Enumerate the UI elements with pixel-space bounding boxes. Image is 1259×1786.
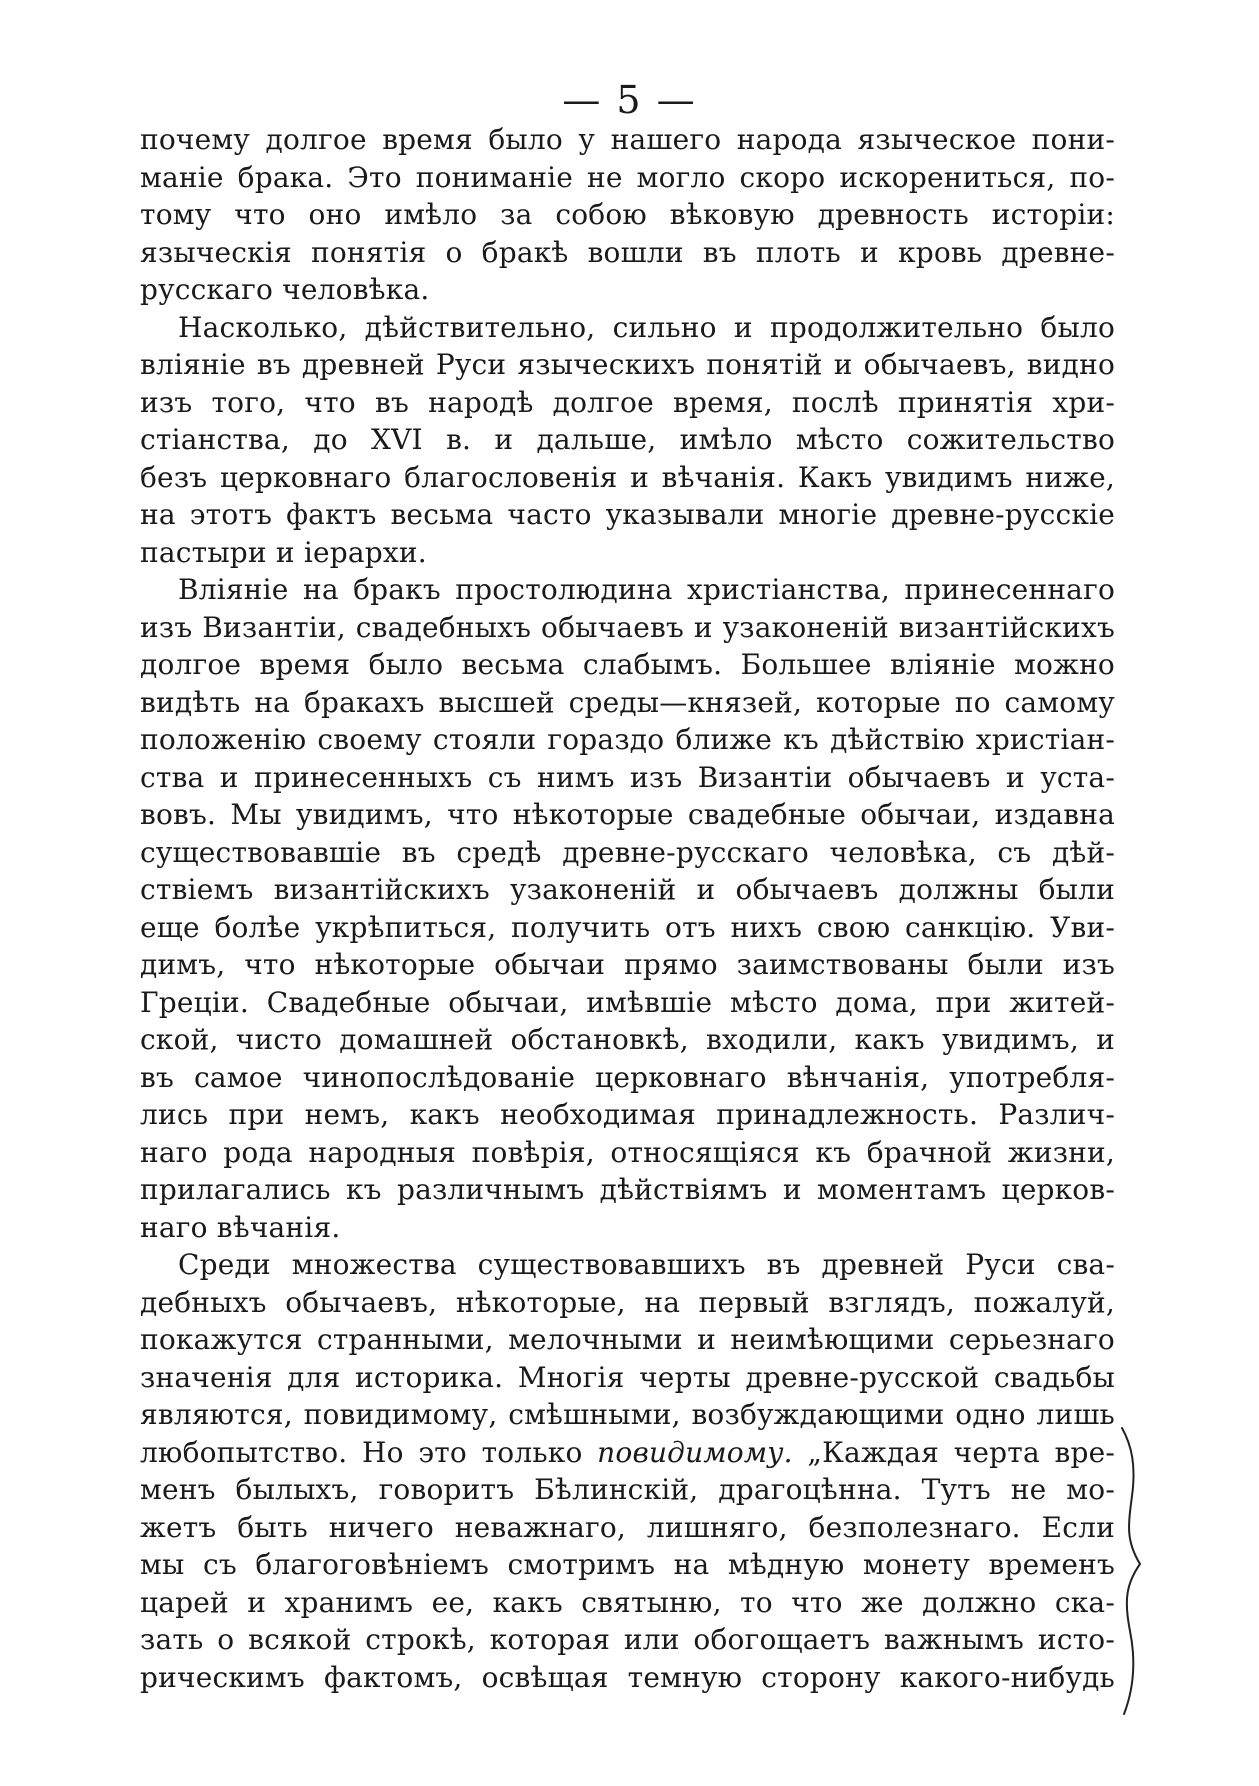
text-line: менъ былыхъ, говоритъ Бѣлинскій, драгоцѣнна. Тутъ не мо- <box>140 1473 1115 1506</box>
handwritten-brace-mark <box>1118 1426 1148 1716</box>
text-line: Среди множества существовавшихъ въ древней Руси сва- <box>178 1248 1115 1281</box>
text-line: изъ Византіи, свадебныхъ обычаевъ и узаконеній византійскихъ <box>140 610 1115 644</box>
text-line: въ самое чинопослѣдованіе церковнаго вѣнчанія, употребля- <box>140 1060 1115 1094</box>
text-line: пастыри и іерархи. <box>140 535 427 569</box>
text-line: царей и хранимъ ее, какъ святыню, то что же должно ска- <box>140 1585 1115 1619</box>
text-line: маніе брака. Это пониманіе не могло скоро искорениться, по- <box>140 160 1115 194</box>
page-number: — 5 — <box>562 78 697 122</box>
text-line: долгое время было весьма слабымъ. Большее вліяніе можно <box>140 648 1115 681</box>
text-line: ства и принесенныхъ съ нимъ изъ Византіи обычаевъ и уста- <box>140 760 1115 794</box>
paragraph-4 <box>140 1246 1115 1696</box>
text-line: Вліяніе на бракъ простолюдина христіанства, принесеннаго <box>178 573 1115 606</box>
text-line: прилагались къ различнымъ дѣйствіямъ и моментамъ церков- <box>140 1173 1115 1206</box>
text-line: мы съ благоговѣніемъ смотримъ на мѣдную монету временъ <box>140 1548 1115 1581</box>
text-line: русскаго человѣка. <box>140 273 430 306</box>
text-line: дебныхъ обычаевъ, нѣкоторые, на первый взглядъ, пожалуй, <box>140 1285 1115 1319</box>
text-line: безъ церковнаго благословенія и вѣчанія. Какъ увидимъ ниже, <box>140 460 1115 494</box>
text-line: изъ того, что въ народѣ долгое время, послѣ принятія хри- <box>140 385 1115 419</box>
paragraph-2 <box>140 309 1115 572</box>
text-line: наго вѣчанія. <box>140 1210 341 1244</box>
text-line: зать о всякой строкѣ, которая или обогощаетъ важнымъ исто- <box>140 1623 1115 1656</box>
text-line: рическимъ фактомъ, освѣщая темную сторону какого-нибудь <box>140 1660 1115 1694</box>
text-line: жетъ быть ничего неважнаго, лишняго, безполезнаго. Если <box>140 1510 1115 1544</box>
text-line: значенія для историка. Многія черты древне-русской свадьбы <box>140 1360 1115 1394</box>
emphasized-word: повидимому. <box>597 1435 793 1469</box>
text-line: на этотъ фактъ весьма часто указывали многіе древне-русскіе <box>140 498 1115 531</box>
text-line: положенію своему стояли гораздо ближе къ дѣйствію христіан- <box>140 723 1115 756</box>
body-text <box>140 121 1115 1696</box>
paragraph-1 <box>140 121 1115 309</box>
text-line: наго рода народныя повѣрія, относящіяся къ брачной жизни, <box>140 1135 1115 1169</box>
text-line: почему долгое время было у нашего народа языческое пони- <box>140 123 1115 156</box>
text-line: покажутся странными, мелочными и неимѣющими серьезнаго <box>140 1323 1115 1356</box>
text-line: еще болѣе укрѣпиться, получить отъ нихъ свою санкцію. Уви- <box>140 910 1115 944</box>
text-line: вліяніе въ древней Руси языческихъ понятій и обычаевъ, видно <box>140 348 1115 381</box>
text-line: димъ, что нѣкоторые обычаи прямо заимствованы были изъ <box>140 948 1115 981</box>
text-line: видѣть на бракахъ высшей среды—князей, которые по самому <box>140 685 1115 719</box>
text-line: вовъ. Мы увидимъ, что нѣкоторые свадебные обычаи, издавна <box>140 798 1115 831</box>
paragraph-3 <box>140 571 1115 1246</box>
text-line: ской, чисто домашней обстановкѣ, входили, какъ увидимъ, и <box>140 1023 1115 1056</box>
text-line: существовавшіе въ средѣ древне-русскаго человѣка, съ дѣй- <box>140 835 1115 869</box>
text-line: являются, повидимому, смѣшными, возбуждающими одно лишь <box>140 1398 1115 1431</box>
text-line: лись при немъ, какъ необходимая принадлежность. Различ- <box>140 1098 1115 1131</box>
text-line: любопытство. Но это только повидимому. „Каждая черта вре- <box>140 1435 1115 1469</box>
text-line: Греціи. Свадебные обычаи, имѣвшіе мѣсто дома, при житей- <box>140 985 1115 1019</box>
text-line: ствіемъ византійскихъ узаконеній и обычаевъ должны были <box>140 873 1115 906</box>
text-line: тому что оно имѣло за собою вѣковую древность исторіи: <box>140 198 1115 231</box>
text-line: стіанства, до XVI в. и дальше, имѣло мѣсто сожительство <box>140 423 1115 456</box>
text-line: Насколько, дѣйствительно, сильно и продолжительно было <box>178 310 1115 344</box>
text-line: языческія понятія о бракѣ вошли въ плоть и кровь древне- <box>140 235 1115 269</box>
